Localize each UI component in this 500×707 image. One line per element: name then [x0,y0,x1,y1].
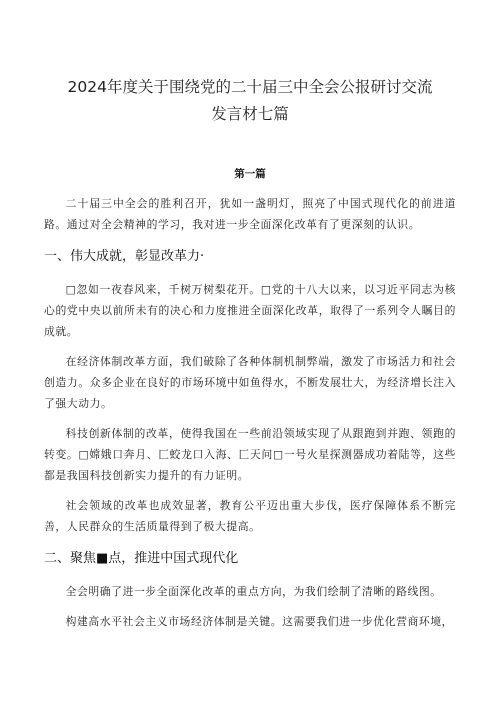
title-line-1: 2024年度关于围绕党的二十届三中全会公报研讨交流 [67,78,433,96]
section-2-paragraph: 全会明确了进一步全面深化改革的重点方向，为我们绘制了清晰的路线图。 [65,585,442,598]
section-1-paragraph: □忽如一夜春风来，千树万树梨花开。□党的十八大以来，以习近平同志为核心的党中央以前所未有的决心和力度推进全面深化改革，取得了一系列令人瞩目的成就。 [44,283,456,338]
section-2-paragraph: 构建高水平社会主义市场经济体制是关键。这需要我们进一步优化营商环境， [65,615,454,628]
part-title: 第一篇 [234,168,266,180]
section-1-paragraph: 社会领域的改革也成效显著，教育公平迈出重大步伐，医疗保障体系不断完善，人民群众的生活质量得到了极大提高。 [44,499,456,533]
title-line-2: 发言材七篇 [211,105,289,123]
section-1-heading: 一、伟大成就，彰显改革力· [44,249,205,264]
section-1-paragraph: 科技创新体制的改革，使得我国在一些前沿领域实现了从跟跑到并跑、领跑的转变。□嫦娥口奔月、匚蛟龙口入海、匚天问□一号火星探测器成功着陆等，这些都是我国科技创新实力提升的有力证明。 [44,427,456,482]
section-2-heading: 二、聚焦■点，推进中国式现代化 [44,551,239,566]
document-title [44,0,456,128]
section-1-paragraph: 在经济体制改革方面，我们破除了各种体制机制弊端，激发了市场活力和社会创造力。众多企业在良好的市场环境中如鱼得水，不断发展壮大，为经济增长注入了强大动力。 [44,355,456,410]
intro-paragraph: 二十届三中全会的胜利召开，犹如一盏明灯，照亮了中国式现代化的前进道路。通过对全会精神的学习，我对进一步全面深化改革有了更深刻的认识。 [44,197,456,231]
